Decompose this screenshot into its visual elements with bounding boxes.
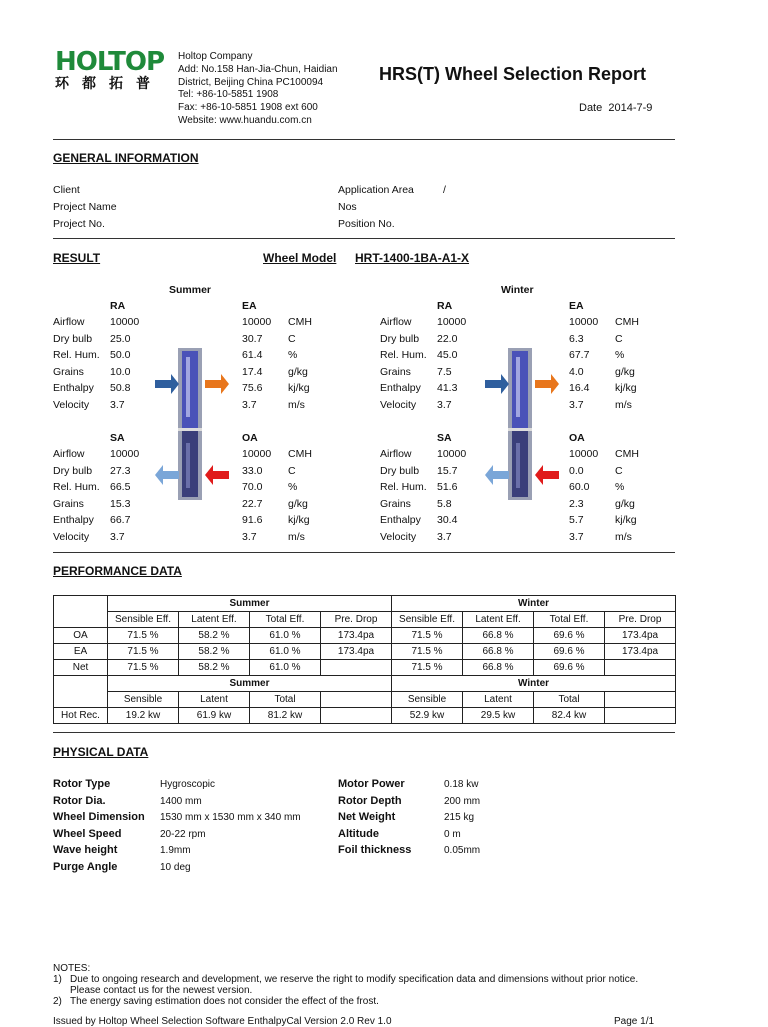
physical-label: Altitude	[338, 827, 379, 840]
winter-ea-value: 6.3	[569, 332, 584, 345]
winter-ra-value: 22.0	[437, 332, 458, 345]
logo	[55, 47, 164, 93]
winter-ra-value: 10000	[437, 316, 467, 328]
summer-unit: kj/kg	[288, 514, 310, 526]
performance-table	[53, 595, 676, 724]
table-row: EA 71.5 % 58.2 % 61.0 % 173.4pa 71.5 % 66.8 % 69.6 % 173.4pa	[54, 644, 676, 660]
winter-unit: g/kg	[615, 365, 635, 378]
arrow-oa-red-icon	[205, 465, 229, 485]
physical-label: Wave height	[53, 844, 118, 857]
summer-ra-value: 10.0	[110, 365, 131, 378]
arrow-ra-blue-icon	[155, 374, 179, 394]
summer-row-label: Velocity	[53, 398, 90, 411]
table-row	[54, 596, 676, 612]
nos-label: Nos	[338, 201, 357, 213]
physical-value: 1400 mm	[160, 795, 202, 807]
summer-ea-value: 30.7	[242, 332, 263, 345]
summer-row-label: Dry bulb	[53, 464, 93, 477]
table-row: Hot Rec. 19.2 kw 61.9 kw 81.2 kw 52.9 kw 29.5 kw 82.4 kw	[54, 708, 676, 724]
summer-unit: C	[288, 464, 296, 477]
physical-label: Wheel Dimension	[53, 811, 145, 824]
winter-unit: %	[615, 349, 625, 361]
summer-oa-value: 33.0	[242, 464, 263, 477]
winter-oa-value: 5.7	[569, 514, 584, 526]
summer-row-label: Grains	[53, 497, 84, 510]
physical-value: 200 mm	[444, 795, 481, 807]
summer-sa-value: 66.5	[110, 481, 131, 493]
winter-ra-value: 41.3	[437, 382, 458, 394]
physical-label: Foil thickness	[338, 844, 412, 857]
winter-ea-value: 67.7	[569, 349, 590, 361]
summer-row-label: Enthalpy	[53, 514, 94, 526]
divider	[53, 552, 675, 553]
winter-row-label: Grains	[380, 365, 411, 378]
notes: NOTES: 1) Due to ongoing research and development, we reserve the right to modify specification data and dimensions without prior notice. Please contact us for the newest version. 2) The energy saving estimation does not consider the effect of the frost.	[53, 963, 639, 1007]
footer-issued: Issued by Holtop Wheel Selection Software EnthalpyCal Version 2.0 Rev 1.0	[53, 1016, 392, 1027]
table-row: Sensible Latent Total Sensible Latent Total	[54, 692, 676, 708]
summer-sa-value: 15.3	[110, 497, 131, 510]
winter-ea-value: 16.4	[569, 382, 590, 394]
summer-ea-header: EA	[242, 300, 257, 312]
general-heading: GENERAL INFORMATION	[53, 151, 199, 165]
wheel-model-label: Wheel Model	[263, 251, 337, 265]
wheel-model-value: HRT-1400-1BA-A1-X	[355, 251, 470, 265]
physical-value: 215 kg	[444, 812, 475, 824]
summer-row-label: Enthalpy	[53, 382, 94, 394]
summer-oa-value: 22.7	[242, 497, 263, 510]
footer-page: Page 1/1	[614, 1016, 655, 1027]
summer-unit: m/s	[288, 398, 305, 411]
winter-wheel-diagram	[480, 343, 562, 505]
summer-header: Summer	[108, 596, 392, 612]
winter-ra-value: 3.7	[437, 398, 452, 411]
physical-label: Net Weight	[338, 811, 396, 824]
table-row: Net 71.5 % 58.2 % 61.0 % 71.5 % 66.8 % 69.6 %	[54, 660, 676, 676]
winter-ra-value: 45.0	[437, 349, 458, 361]
position-no-label: Position No.	[338, 218, 395, 230]
winter-sa-value: 30.4	[437, 514, 458, 526]
physical-label: Rotor Type	[53, 778, 111, 790]
physical-label: Purge Angle	[53, 861, 118, 873]
winter-row-label: Enthalpy	[380, 514, 421, 526]
physical-value: Hygroscopic	[160, 779, 216, 790]
summer-unit: C	[288, 332, 296, 345]
project-no-label: Project No.	[53, 218, 105, 230]
winter-header: Winter	[392, 596, 676, 612]
summer-row-label: Rel. Hum.	[53, 481, 100, 493]
physical-label: Rotor Dia.	[53, 794, 106, 807]
summer-sa-header: SA	[110, 432, 125, 444]
table-row: Sensible Eff. Latent Eff. Total Eff. Pre. Drop Sensible Eff. Latent Eff. Total Eff. Pre. Drop	[54, 612, 676, 628]
summer-sa-value: 27.3	[110, 464, 131, 477]
arrow-oa-red-icon	[535, 465, 559, 485]
winter-sa-value: 5.8	[437, 497, 452, 510]
summer-ea-value: 17.4	[242, 365, 263, 378]
winter-sa-value: 15.7	[437, 464, 458, 477]
physical-value: 1530 mm x 1530 mm x 340 mm	[160, 812, 301, 824]
physical-value: 1.9mm	[160, 845, 191, 857]
winter-oa-value: 60.0	[569, 481, 590, 493]
arrow-sa-lightblue-icon	[485, 465, 509, 485]
winter-oa-value: 2.3	[569, 497, 584, 510]
physical-value: 0.18 kw	[444, 779, 479, 790]
summer-row-label: Velocity	[53, 530, 90, 543]
winter-unit: m/s	[615, 530, 632, 543]
physical-label: Motor Power	[338, 778, 405, 790]
summer-unit: CMH	[288, 448, 312, 460]
winter-ea-value: 4.0	[569, 365, 584, 378]
summer-label: Summer	[169, 284, 212, 296]
summer-unit: kj/kg	[288, 382, 310, 394]
winter-sa-value: 10000	[437, 448, 467, 460]
winter-row-label: Enthalpy	[380, 382, 421, 394]
summer-unit: %	[288, 481, 298, 493]
winter-label: Winter	[501, 284, 534, 296]
company-info: Holtop Company Add: No.158 Han-Jia-Chun, Haidian District, Beijing China PC100094 Tel: +86-10-5851 1908 Fax: +86-10-5851 1908 ext 600 Website: www.huandu.com.cn	[178, 51, 338, 126]
physical-value: 0.05mm	[444, 845, 481, 857]
winter-row-label: Airflow	[380, 316, 412, 328]
winter-unit: C	[615, 464, 623, 477]
result-heading: RESULT	[53, 251, 101, 265]
winter-row-label: Dry bulb	[380, 464, 420, 477]
summer-ea-value: 61.4	[242, 349, 263, 361]
winter-row-label: Grains	[380, 497, 411, 510]
winter-row-label: Airflow	[380, 448, 412, 460]
winter-unit: g/kg	[615, 497, 635, 510]
winter-ea-value: 3.7	[569, 398, 584, 411]
summer-sa-value: 3.7	[110, 530, 125, 543]
winter-row-label: Velocity	[380, 398, 417, 411]
arrow-sa-lightblue-icon	[155, 465, 179, 485]
summer-row-label: Grains	[53, 365, 84, 378]
winter-unit: CMH	[615, 316, 639, 328]
physical-label: Rotor Depth	[338, 794, 402, 807]
winter-ra-value: 7.5	[437, 365, 452, 378]
summer-ra-value: 10000	[110, 316, 140, 328]
summer-unit: m/s	[288, 530, 305, 543]
summer-ea-value: 75.6	[242, 382, 263, 394]
logo-text: HOLTOP	[55, 47, 165, 77]
winter-unit: m/s	[615, 398, 632, 411]
summer-oa-header: OA	[242, 432, 258, 444]
winter-oa-header: OA	[569, 432, 585, 444]
winter-row-label: Rel. Hum.	[380, 481, 427, 493]
winter-unit: kj/kg	[615, 382, 637, 394]
client-label: Client	[53, 184, 80, 196]
report-date: Date 2014-7-9	[579, 102, 653, 114]
summer-sa-value: 10000	[110, 448, 140, 460]
summer-unit: g/kg	[288, 365, 308, 378]
physical-heading: PHYSICAL DATA	[53, 745, 149, 759]
summer-wheel-diagram	[150, 343, 232, 505]
winter-sa-value: 3.7	[437, 530, 452, 543]
summer-ra-value: 3.7	[110, 398, 125, 411]
winter-oa-value: 0.0	[569, 464, 584, 477]
summer-row-label: Dry bulb	[53, 332, 93, 345]
summer-oa-value: 91.6	[242, 514, 263, 526]
divider	[53, 238, 675, 239]
winter-unit: %	[615, 481, 625, 493]
performance-heading: PERFORMANCE DATA	[53, 564, 182, 578]
winter-unit: kj/kg	[615, 514, 637, 526]
report-title: HRS(T) Wheel Selection Report	[379, 64, 647, 84]
summer-sa-value: 66.7	[110, 514, 131, 526]
summer-ra-value: 25.0	[110, 332, 131, 345]
summer-oa-value: 70.0	[242, 481, 263, 493]
summer-ea-value: 10000	[242, 316, 272, 328]
winter-oa-value: 3.7	[569, 530, 584, 543]
summer-unit: CMH	[288, 316, 312, 328]
winter-row-label: Rel. Hum.	[380, 349, 427, 361]
summer-ra-value: 50.8	[110, 382, 131, 394]
summer-ra-value: 50.0	[110, 349, 131, 361]
physical-label: Wheel Speed	[53, 827, 122, 840]
winter-row-label: Velocity	[380, 530, 417, 543]
winter-row-label: Dry bulb	[380, 332, 420, 345]
summer-row-label: Airflow	[53, 316, 85, 328]
summer-unit: g/kg	[288, 497, 308, 510]
winter-ea-value: 10000	[569, 316, 599, 328]
summer-unit: %	[288, 349, 298, 361]
summer-ra-header: RA	[110, 300, 126, 312]
winter-sa-header: SA	[437, 432, 452, 444]
divider	[53, 732, 675, 733]
arrow-ra-blue-icon	[485, 374, 509, 394]
winter-oa-value: 10000	[569, 448, 599, 460]
application-area-value: /	[443, 184, 446, 196]
winter-sa-value: 51.6	[437, 481, 458, 493]
project-name-label: Project Name	[53, 201, 117, 213]
winter-unit: C	[615, 332, 623, 345]
logo-chinese: 环都拓普	[55, 76, 163, 92]
physical-value: 0 m	[444, 828, 461, 840]
winter-ea-header: EA	[569, 300, 584, 312]
summer-ea-value: 3.7	[242, 398, 257, 411]
application-area-label: Application Area	[338, 184, 414, 196]
summer-row-label: Airflow	[53, 448, 85, 460]
summer-row-label: Rel. Hum.	[53, 349, 100, 361]
table-row: OA 71.5 % 58.2 % 61.0 % 173.4pa 71.5 % 66.8 % 69.6 % 173.4pa	[54, 628, 676, 644]
physical-value: 10 deg	[160, 862, 191, 873]
arrow-ea-orange-icon	[535, 374, 559, 394]
table-row: Summer Winter	[54, 676, 676, 692]
summer-oa-value: 10000	[242, 448, 272, 460]
arrow-ea-orange-icon	[205, 374, 229, 394]
winter-ra-header: RA	[437, 300, 453, 312]
winter-unit: CMH	[615, 448, 639, 460]
summer-oa-value: 3.7	[242, 530, 257, 543]
divider	[53, 139, 675, 140]
physical-value: 20-22 rpm	[160, 828, 206, 840]
